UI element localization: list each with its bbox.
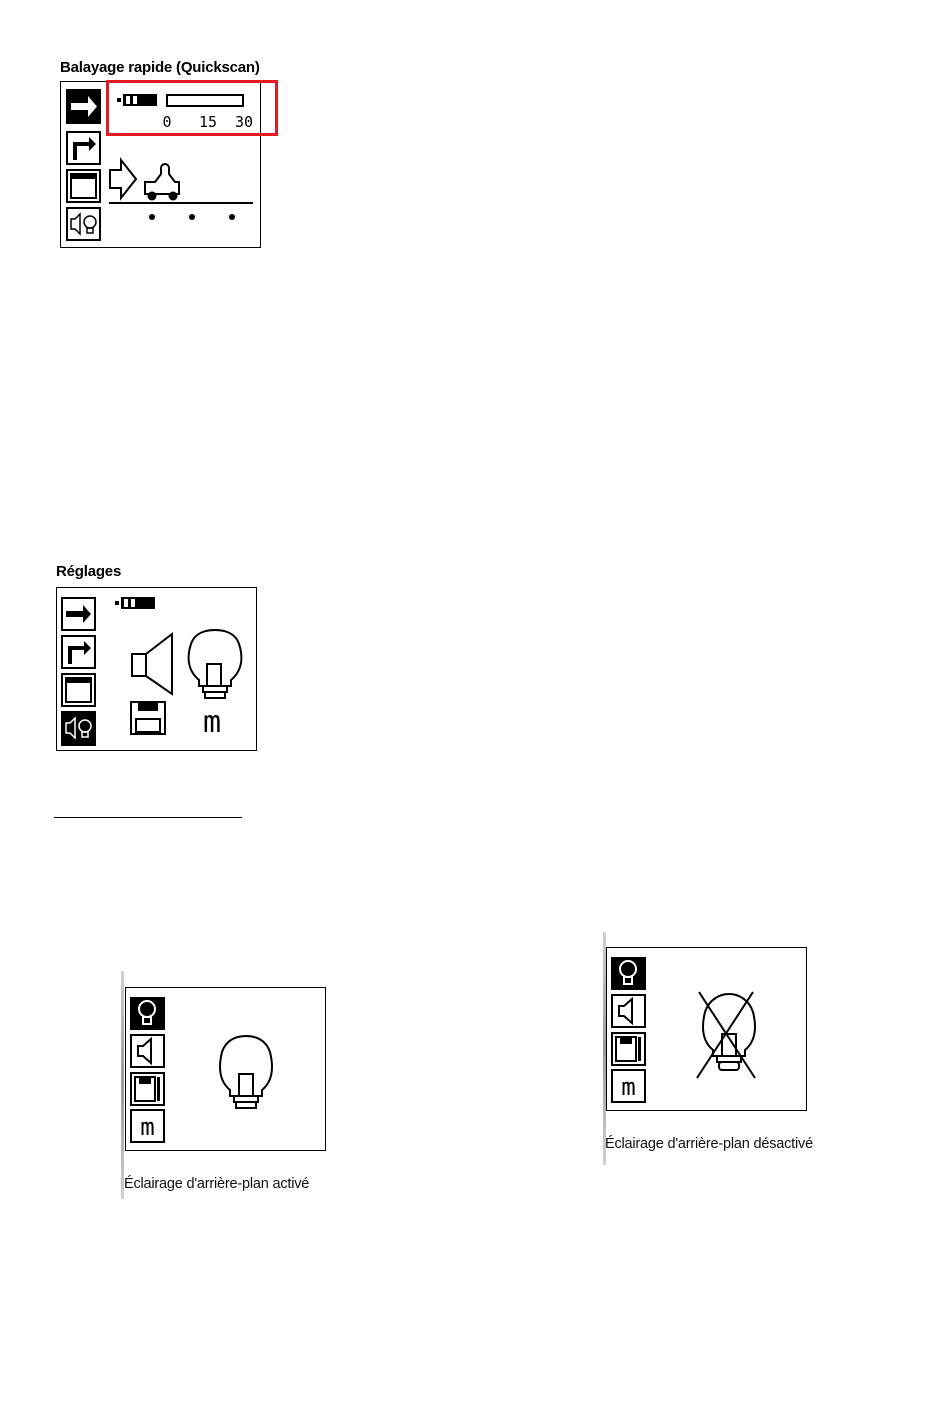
- marker-dot: [149, 214, 155, 220]
- scale-tick-30: 30: [234, 113, 254, 131]
- backlight-off-display: [607, 948, 806, 1110]
- bulb-icon[interactable]: [130, 997, 165, 1030]
- backlight-off-caption: Éclairage d'arrière-plan désactivé: [605, 1136, 813, 1152]
- meter-unit-icon[interactable]: m: [202, 705, 222, 740]
- svg-text:m: m: [621, 1073, 636, 1101]
- bulb-icon[interactable]: [611, 957, 646, 990]
- arrow-return-icon[interactable]: [62, 636, 95, 668]
- surface-line: [109, 202, 253, 204]
- scale-tick-15: 15: [198, 113, 218, 131]
- backlight-on-screen: [125, 987, 326, 1151]
- backlight-bulb-icon: [220, 1036, 272, 1108]
- speaker-icon[interactable]: [612, 995, 645, 1027]
- meter-unit-icon[interactable]: [612, 1070, 645, 1102]
- scan-direction-arrow-icon: [110, 160, 136, 198]
- backlight-off-bulb-icon: [697, 992, 755, 1078]
- backlight-off-screen: [606, 947, 807, 1111]
- arrow-right-icon[interactable]: [66, 89, 101, 124]
- backlight-on-caption: Éclairage d'arrière-plan activé: [124, 1176, 310, 1192]
- speaker-bulb-icon[interactable]: [67, 208, 100, 240]
- quickscan-heading: Balayage rapide (Quickscan): [60, 59, 260, 76]
- section-divider: [54, 817, 242, 818]
- speaker-icon[interactable]: [131, 1035, 164, 1067]
- floppy-disk-icon[interactable]: [131, 1073, 164, 1105]
- settings-heading: Réglages: [56, 563, 122, 580]
- speaker-icon[interactable]: [132, 634, 172, 694]
- marker-dot: [229, 214, 235, 220]
- scale-highlight-box: [106, 80, 278, 136]
- svg-text:m: m: [140, 1113, 155, 1141]
- floppy-disk-icon[interactable]: [612, 1033, 645, 1065]
- settings-screen: [56, 587, 257, 751]
- scale-tick-0: 0: [162, 113, 172, 131]
- battery-icon: [115, 597, 155, 609]
- backlight-on-display: [126, 988, 325, 1150]
- marker-dot: [189, 214, 195, 220]
- floppy-disk-icon[interactable]: [131, 702, 165, 734]
- speaker-bulb-icon[interactable]: [61, 711, 96, 746]
- meter-unit-icon[interactable]: [131, 1110, 164, 1142]
- arrow-right-icon[interactable]: [62, 598, 95, 630]
- scanner-vehicle-icon: [145, 164, 179, 200]
- caption-bar: [121, 971, 124, 1199]
- bulb-icon[interactable]: [189, 630, 242, 698]
- arrow-return-icon[interactable]: [67, 132, 100, 164]
- window-icon[interactable]: [62, 674, 95, 706]
- window-icon[interactable]: [67, 170, 100, 202]
- settings-display: [57, 588, 256, 750]
